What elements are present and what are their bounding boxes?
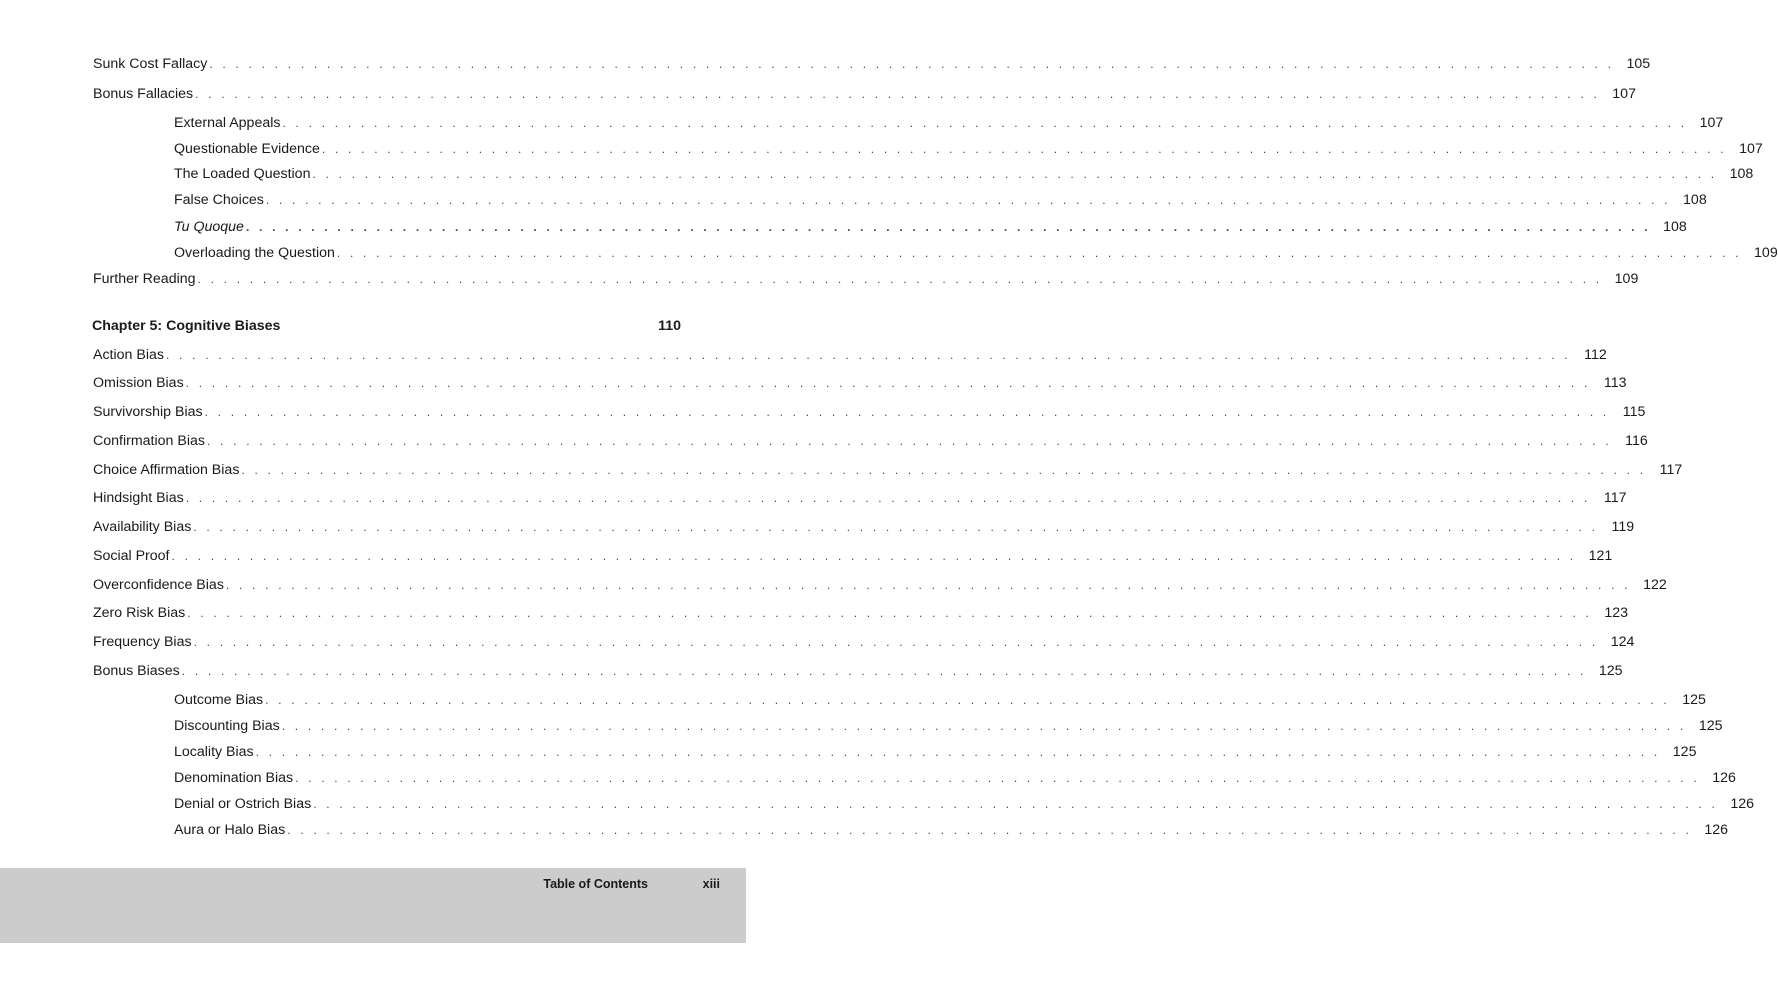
toc-entry-label: Availability Bias bbox=[93, 519, 192, 535]
toc-entry-page: 125 bbox=[1682, 692, 1706, 708]
toc-entry-label: External Appeals bbox=[174, 115, 281, 131]
toc-entry-zero-risk-bias bbox=[93, 603, 1629, 623]
toc-entry-label: Overconfidence Bias bbox=[93, 577, 224, 593]
dot-leader: . . . . . . . . . . . . . . . . . . . . . . . . . . . . . . . . . . . . . . . . . . . . . . . . . . . . . . . . . . . . . . . . . . . . . . . . . . . . . . . . . . . . . . . . . . . . . . . . . . . . . . . . . . . . bbox=[197, 272, 1603, 286]
dot-leader: . . . . . . . . . . . . . . . . . . . . . . . . . . . . . . . . . . . . . . . . . . . . . . . . . . . . . . . . . . . . . . . . . . . . . . . . . . . . . . . . . . . . . . . . . . . . . . . . . . . . . . . . . . . . bbox=[165, 348, 1571, 362]
toc-entry-page: 109 bbox=[1614, 271, 1639, 287]
toc-entry-availability-bias bbox=[93, 517, 1635, 537]
dot-leader: . . . . . . . . . . . . . . . . . . . . . . . . . . . . . . . . . . . . . . . . . . . . . . . . . . . . . . . . . . . . . . . . . . . . . . . . . . . . . . . . . . . . . . . . . . . . . . . . . . . . . . . . . . . . bbox=[282, 116, 1688, 130]
dot-leader: . . . . . . . . . . . . . . . . . . . . . . . . . . . . . . . . . . . . . . . . . . . . . . . . . . . . . . . . . . . . . . . . . . . . . . . . . . . . . . . . . . . . . . . . . . . . . . . . . . . . . . . . . . . . bbox=[193, 520, 1599, 534]
toc-entry-page: 116 bbox=[1625, 433, 1648, 449]
toc-entry-denomination-bias bbox=[174, 768, 1736, 788]
dot-leader: . . . . . . . . . . . . . . . . . . . . . . . . . . . . . . . . . . . . . . . . . . . . . . . . . . . . . . . . . . . . . . . . . . . . . . . . . . . . . . . . . . . . . . . . . . . . . . . . . . . . . . . . . . . . bbox=[255, 745, 1661, 759]
toc-entry-page: 108 bbox=[1729, 166, 1754, 182]
dot-leader: . . . . . . . . . . . . . . . . . . . . . . . . . . . . . . . . . . . . . . . . . . . . . . . . . . . . . . . . . . . . . . . . . . . . . . . . . . . . . . . . . . . . . . . . . . . . . . . . . . . . . . . . . . . . bbox=[312, 167, 1718, 181]
toc-entry-page: 107 bbox=[1612, 86, 1636, 102]
toc-entry-label: Omission Bias bbox=[93, 375, 184, 391]
dot-leader: . . . . . . . . . . . . . . . . . . . . . . . . . . . . . . . . . . . . . . . . . . . . . . . . . . . . . . . . . . . . . . . . . . . . . . . . . . . . . . . . . . . . . . . . . . . . . . . . . . . . . . . . . . . . bbox=[287, 823, 1692, 837]
toc-entry-denial-or-ostrich-bias bbox=[174, 794, 1755, 814]
dot-leader: . . . . . . . . . . . . . . . . . . . . . . . . . . . . . . . . . . . . . . . . . . . . . . . . . . . . . . . . . . . . . . . . . . . . . . . . . . . . . . . . . . . . . . . . . . . . . . . . . . . . . . . . . . . . bbox=[313, 797, 1719, 811]
dot-leader: . . . . . . . . . . . . . . . . . . . . . . . . . . . . . . . . . . . . . . . . . . . . . . . . . . . . . . . . . . . . . . . . . . . . . . . . . . . . . . . . . . . . . . . . . . . . . . . . . . . . . . . . . . . . bbox=[241, 463, 1647, 477]
toc-entry-label: Denial or Ostrich Bias bbox=[174, 796, 312, 812]
toc-entry-questionable-evidence bbox=[174, 139, 1763, 159]
toc-entry-page: 123 bbox=[1604, 605, 1629, 621]
dot-leader: . . . . . . . . . . . . . . . . . . . . . . . . . . . . . . . . . . . . . . . . . . . . . . . . . . . . . . . . . . . . . . . . . . . . . . . . . . . . . . . . . . . . . . . . . . . . . . . . . . . . . . . . . . . . bbox=[195, 87, 1600, 101]
dot-leader: . . . . . . . . . . . . . . . . . . . . . . . . . . . . . . . . . . . . . . . . . . . . . . . . . . . . . . . . . . . . . . . . . . . . . . . . . . . . . . . . . . . . . . . . . . . . . . . . . . . . . . . . . . . . bbox=[187, 606, 1593, 620]
toc-entry-label: Denomination Bias bbox=[174, 770, 294, 786]
toc-entry-page: 124 bbox=[1610, 634, 1635, 650]
toc-entry-label: Frequency Bias bbox=[93, 634, 192, 650]
toc-entry-page: 126 bbox=[1712, 770, 1736, 786]
toc-entry-locality-bias bbox=[174, 742, 1697, 762]
toc-entry-label: Hindsight Bias bbox=[93, 490, 184, 506]
toc-entry-further-reading bbox=[93, 269, 1639, 289]
toc-entry-omission-bias bbox=[93, 373, 1627, 393]
dot-leader: . . . . . . . . . . . . . . . . . . . . . . . . . . . . . . . . . . . . . . . . . . . . . . . . . . . . . . . . . . . . . . . . . . . . . . . . . . . . . . . . . . . . . . . . . . . . . . . . . . . . . . . . . . . . bbox=[295, 771, 1700, 785]
chapter-heading bbox=[92, 316, 681, 336]
dot-leader: . . . . . . . . . . . . . . . . . . . . . . . . . . . . . . . . . . . . . . . . . . . . . . . . . . . . . . . . . . . . . . . . . . . . . . . . . . . . . . . . . . . . . . . . . . . . . . . . . . . . . . . . . . . . bbox=[193, 635, 1599, 649]
toc-entry-page: 117 bbox=[1659, 462, 1683, 478]
toc-entry-outcome-bias bbox=[174, 690, 1706, 710]
toc-entry-hindsight-bias bbox=[93, 488, 1627, 508]
toc-entry-external-appeals bbox=[174, 113, 1724, 133]
toc-entry-page: 107 bbox=[1739, 141, 1763, 157]
toc-entry-discounting-bias bbox=[174, 716, 1723, 736]
toc-entry-label: Discounting Bias bbox=[174, 718, 280, 734]
toc-entry-page: 109 bbox=[1754, 245, 1778, 261]
dot-leader: . . . . . . . . . . . . . . . . . . . . . . . . . . . . . . . . . . . . . . . . . . . . . . . . . . . . . . . . . . . . . . . . . . . . . . . . . . . . . . . . . . . . . . . . . . . . . . . . . . . . . . . . . . . . bbox=[181, 664, 1587, 678]
dot-leader: . . . . . . . . . . . . . . . . . . . . . . . . . . . . . . . . . . . . . . . . . . . . . . . . . . . . . . . . . . . . . . . . . . . . . . . . . . . . . . . . . . . . . . . . . . . . . . . . . . . . . . . . . . . . bbox=[265, 693, 1670, 707]
dot-leader: . . . . . . . . . . . . . . . . . . . . . . . . . . . . . . . . . . . . . . . . . . . . . . . . . . . . . . . . . . . . . . . . . . . . . . . . . . . . . . . . . . . . . . . . . . . . . . . . . . . . . . . . . . . . bbox=[171, 549, 1577, 563]
dot-leader: . . . . . . . . . . . . . . . . . . . . . . . . . . . . . . . . . . . . . . . . . . . . . . . . . . . . . . . . . . . . . . . . . . . . . . . . . . . . . . . . . . . . . . . . . . . . . . . . . . . . . . . . . . . . bbox=[281, 719, 1687, 733]
dot-leader: . . . . . . . . . . . . . . . . . . . . . . . . . . . . . . . . . . . . . . . . . . . . . . . . . . . . . . . . . . . . . . . . . . . . . . . . . . . . . . . . . . . . . . . . . . . . . . . . . . . . . . . . . . . . bbox=[245, 220, 1651, 234]
toc-entry-label: Locality Bias bbox=[174, 744, 254, 760]
toc-entry-survivorship-bias bbox=[93, 402, 1646, 422]
dot-leader: . . . . . . . . . . . . . . . . . . . . . . . . . . . . . . . . . . . . . . . . . . . . . . . . . . . . . . . . . . . . . . . . . . . . . . . . . . . . . . . . . . . . . . . . . . . . . . . . . . . . . . . . . . . . bbox=[185, 491, 1591, 505]
toc-entry-sunk-cost-fallacy bbox=[93, 54, 1651, 74]
toc-entry-label: Confirmation Bias bbox=[93, 433, 205, 449]
toc-entry-bonus-fallacies bbox=[93, 84, 1636, 104]
toc-entry-the-loaded-question bbox=[174, 164, 1754, 184]
toc-entry-label: Outcome Bias bbox=[174, 692, 264, 708]
toc-entry-page: 125 bbox=[1598, 663, 1623, 679]
toc-entry-page: 126 bbox=[1730, 796, 1755, 812]
toc-entry-bonus-biases bbox=[93, 661, 1623, 681]
toc-entry-label: False Choices bbox=[174, 192, 264, 208]
dot-leader: . . . . . . . . . . . . . . . . . . . . . . . . . . . . . . . . . . . . . . . . . . . . . . . . . . . . . . . . . . . . . . . . . . . . . . . . . . . . . . . . . . . . . . . . . . . . . . . . . . . . . . . . . . . . bbox=[209, 57, 1615, 71]
toc-entry-false-choices bbox=[174, 190, 1707, 210]
toc-entry-page: 108 bbox=[1683, 192, 1707, 208]
toc-entry-page: 113 bbox=[1603, 375, 1627, 391]
toc-entry-confirmation-bias bbox=[93, 431, 1648, 451]
toc-entry-label: Overloading the Question bbox=[174, 245, 335, 261]
toc-entry-page: 121 bbox=[1588, 548, 1613, 564]
toc-entry-page: 107 bbox=[1699, 115, 1724, 131]
toc-entry-page: 108 bbox=[1663, 219, 1687, 235]
toc-entry-page: 125 bbox=[1698, 718, 1723, 734]
toc-entry-label: Bonus Fallacies bbox=[93, 86, 194, 102]
toc-entry-page: 126 bbox=[1704, 822, 1728, 838]
dot-leader: . . . . . . . . . . . . . . . . . . . . . . . . . . . . . . . . . . . . . . . . . . . . . . . . . . . . . . . . . . . . . . . . . . . . . . . . . . . . . . . . . . . . . . . . . . . . . . . . . . . . . . . . . . . . bbox=[225, 578, 1631, 592]
toc-entry-label: Survivorship Bias bbox=[93, 404, 203, 420]
toc-entry-frequency-bias bbox=[93, 632, 1635, 652]
toc-entry-page: 125 bbox=[1672, 744, 1697, 760]
toc-entry-label: Aura or Halo Bias bbox=[174, 822, 286, 838]
toc-entry-label: The Loaded Question bbox=[174, 166, 311, 182]
toc-entry-tu-quoque bbox=[174, 217, 1687, 237]
dot-leader: . . . . . . . . . . . . . . . . . . . . . . . . . . . . . . . . . . . . . . . . . . . . . . . . . . . . . . . . . . . . . . . . . . . . . . . . . . . . . . . . . . . . . . . . . . . . . . . . . . . . . . . . . . . . bbox=[336, 246, 1742, 260]
toc-entry-overloading-the-question bbox=[174, 243, 1778, 263]
toc-entry-page: 119 bbox=[1611, 519, 1635, 535]
toc-entry-page: 112 bbox=[1584, 347, 1607, 363]
dot-leader: . . . . . . . . . . . . . . . . . . . . . . . . . . . . . . . . . . . . . . . . . . . . . . . . . . . . . . . . . . . . . . . . . . . . . . . . . . . . . . . . . . . . . . . . . . . . . . . . . . . . . . . . . . . . bbox=[206, 434, 1612, 448]
footer-section-title: Table of Contents bbox=[543, 877, 648, 891]
toc-entry-label: Action Bias bbox=[93, 347, 164, 363]
toc-entry-page: 117 bbox=[1603, 490, 1627, 506]
dot-leader: . . . . . . . . . . . . . . . . . . . . . . . . . . . . . . . . . . . . . . . . . . . . . . . . . . . . . . . . . . . . . . . . . . . . . . . . . . . . . . . . . . . . . . . . . . . . . . . . . . . . . . . . . . . . bbox=[321, 142, 1727, 156]
toc-entry-page: 105 bbox=[1626, 56, 1651, 72]
toc-entry-page: 115 bbox=[1622, 404, 1646, 420]
toc-entry-label: Choice Affirmation Bias bbox=[93, 462, 240, 478]
dot-leader: . . . . . . . . . . . . . . . . . . . . . . . . . . . . . . . . . . . . . . . . . . . . . . . . . . . . . . . . . . . . . . . . . . . . . . . . . . . . . . . . . . . . . . . . . . . . . . . . . . . . . . . . . . . . bbox=[204, 405, 1610, 419]
toc-entry-label: Bonus Biases bbox=[93, 663, 180, 679]
footer-page-number: xiii bbox=[702, 877, 720, 891]
toc-entry-label: Social Proof bbox=[93, 548, 170, 564]
chapter-title: Chapter 5: Cognitive Biases bbox=[92, 318, 281, 334]
toc-entry-label: Tu Quoque bbox=[174, 219, 244, 235]
toc-entry-label: Further Reading bbox=[93, 271, 196, 287]
dot-leader: . . . . . . . . . . . . . . . . . . . . . . . . . . . . . . . . . . . . . . . . . . . . . . . . . . . . . . . . . . . . . . . . . . . . . . . . . . . . . . . . . . . . . . . . . . . . . . . . . . . . . . . . . . . . bbox=[265, 193, 1671, 207]
toc-entry-social-proof bbox=[93, 546, 1613, 566]
toc-entry-label: Sunk Cost Fallacy bbox=[93, 56, 208, 72]
toc-entry-aura-or-halo-bias bbox=[174, 820, 1728, 840]
toc-entry-label: Zero Risk Bias bbox=[93, 605, 186, 621]
dot-leader: . . . . . . . . . . . . . . . . . . . . . . . . . . . . . . . . . . . . . . . . . . . . . . . . . . . . . . . . . . . . . . . . . . . . . . . . . . . . . . . . . . . . . . . . . . . . . . . . . . . . . . . . . . . . bbox=[185, 376, 1591, 390]
toc-entry-overconfidence-bias bbox=[93, 575, 1667, 595]
toc-entry-label: Questionable Evidence bbox=[174, 141, 320, 157]
toc-entry-action-bias bbox=[93, 345, 1607, 365]
toc-entry-page: 122 bbox=[1643, 577, 1667, 593]
toc-entry-choice-affirmation-bias bbox=[93, 460, 1683, 480]
chapter-page: 110 bbox=[658, 318, 681, 334]
